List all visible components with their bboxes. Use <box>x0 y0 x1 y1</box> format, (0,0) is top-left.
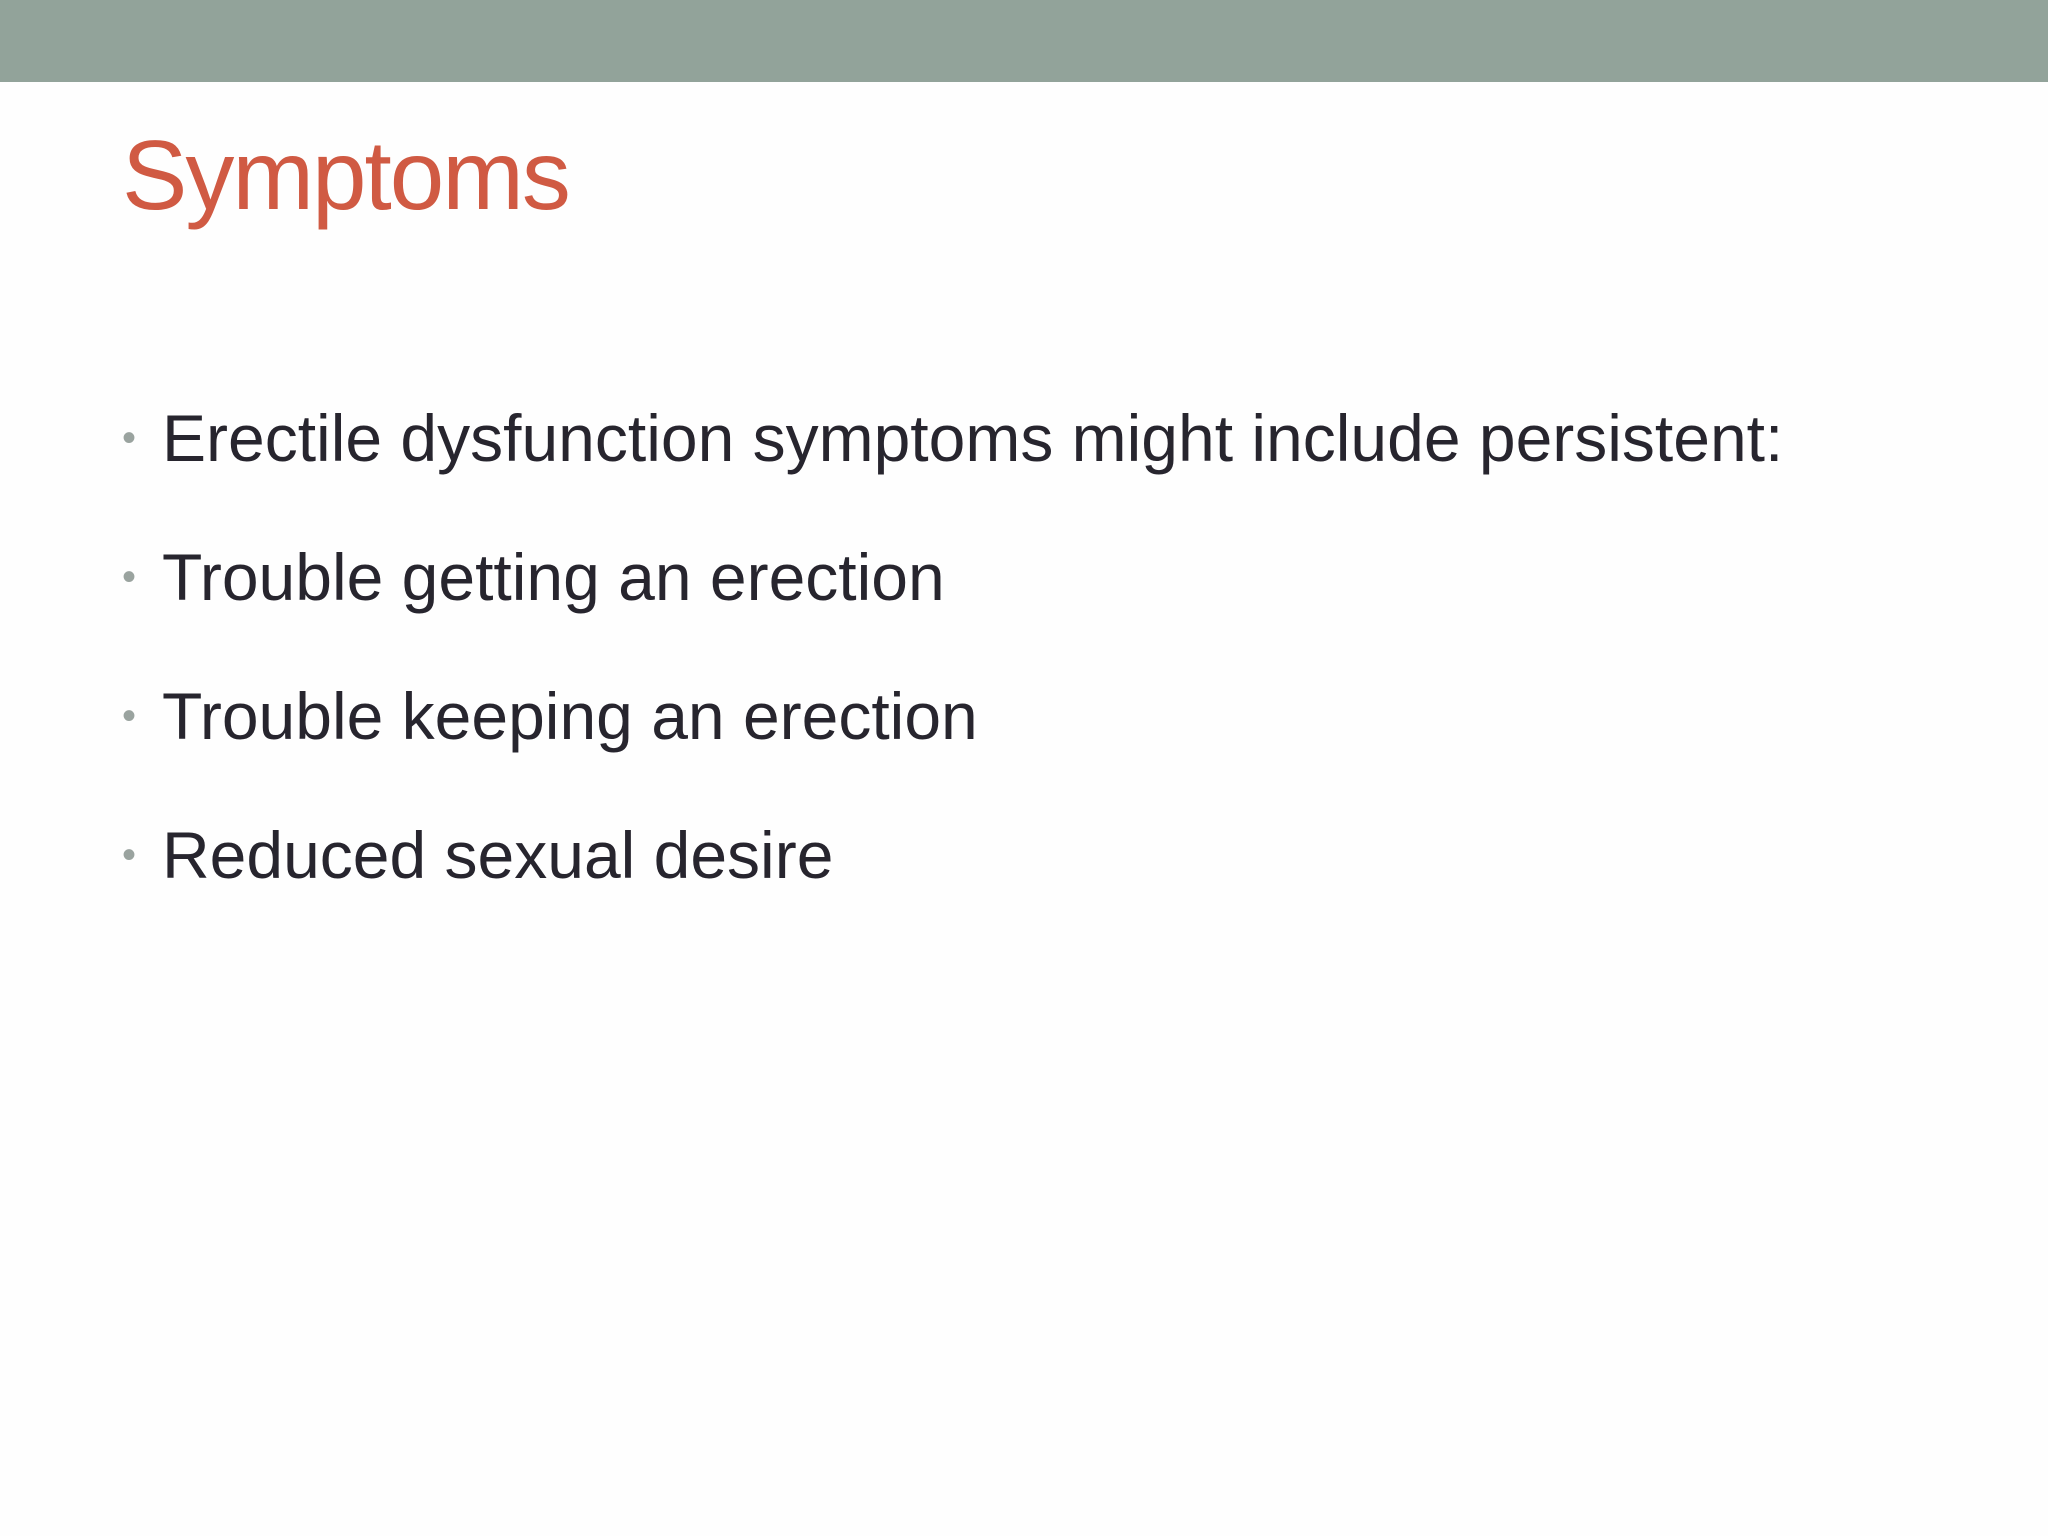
bullet-item <box>122 527 1783 666</box>
bullet-marker-icon: • <box>122 555 137 599</box>
slide-title: Symptoms <box>122 120 569 230</box>
bullet-text: Trouble getting an erection <box>162 540 945 614</box>
bullet-marker-icon: • <box>122 833 137 877</box>
bullet-marker-icon: • <box>122 416 137 460</box>
bullet-list <box>122 388 1783 944</box>
top-accent-bar <box>0 0 2048 82</box>
bullet-item <box>122 388 1783 527</box>
bullet-text: Trouble keeping an erection <box>162 679 978 753</box>
bullet-item <box>122 805 1783 944</box>
bullet-text: Reduced sexual desire <box>162 818 834 892</box>
bullet-item <box>122 666 1783 805</box>
bullet-marker-icon: • <box>122 694 137 738</box>
bullet-text: Erectile dysfunction symptoms might include persistent: <box>162 401 1784 475</box>
